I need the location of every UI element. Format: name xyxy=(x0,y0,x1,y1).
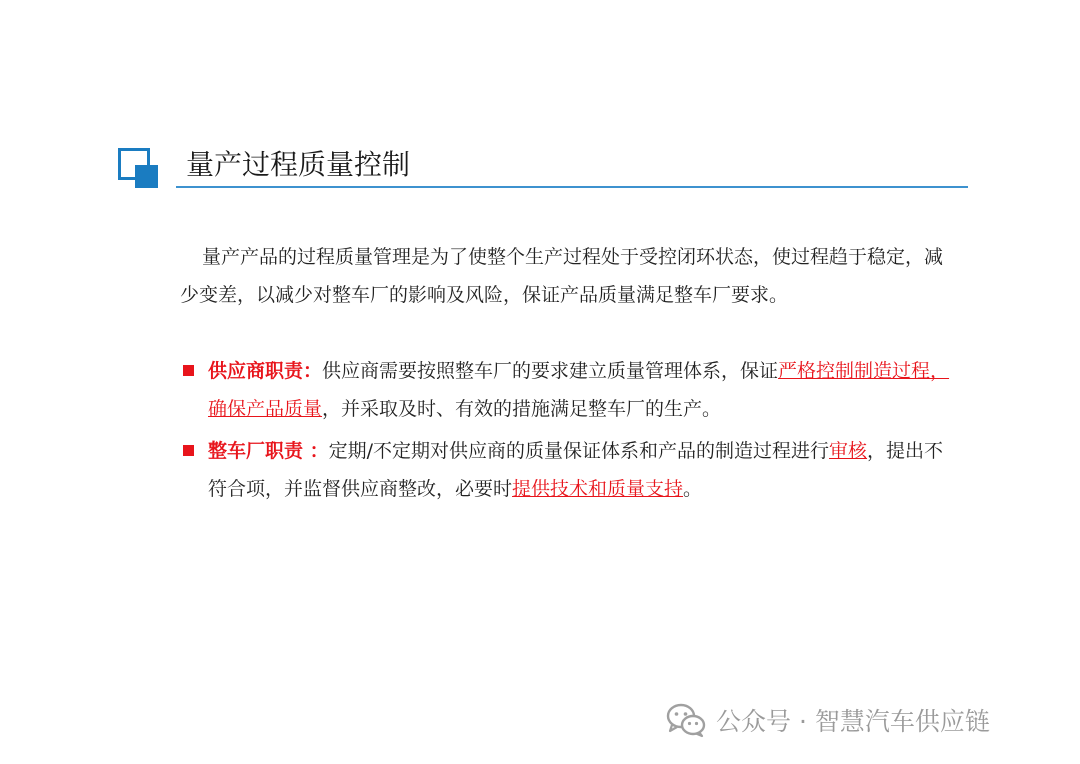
title-square-icon xyxy=(118,148,158,188)
slide-title: 量产过程质量控制 xyxy=(186,148,411,181)
bullet-label: 供应商职责： xyxy=(208,360,323,382)
bullet-highlight: 严格控制制造过程，确保产品质量 xyxy=(208,360,950,420)
watermark-text: 公众号 · 智慧汽车供应链 xyxy=(716,707,990,736)
bullet-content xyxy=(208,432,953,508)
bullet-highlight: 审核 xyxy=(829,440,868,462)
bullet-square-icon xyxy=(183,365,194,376)
title-underline xyxy=(176,186,968,188)
bullet-highlight: 提供技术和质量支持 xyxy=(512,478,684,500)
bullet-label: 整车厂职责 ： xyxy=(208,440,329,462)
intro-paragraph: 量产产品的过程质量管理是为了使整个生产过程处于受控闭环状态，使过程趋于稳定，减少变差，以减少对整车厂的影响及风险，保证产品质量满足整车厂要求。 xyxy=(180,246,944,306)
bullet-text: ，提出不符合项，并监督供应商整改，必要时 xyxy=(208,440,944,500)
watermark xyxy=(666,700,990,740)
bullet-text: 供应商需要按照整车厂的要求建立质量管理体系，保证 xyxy=(322,360,779,382)
bullet-square-icon xyxy=(183,445,194,456)
bullet-text: ，并采取及时、有效的措施满足整车厂的生产。 xyxy=(322,398,722,420)
bullet-text: 定期/不定期对供应商的质量保证体系和产品的制造过程进行 xyxy=(328,440,830,462)
wechat-icon xyxy=(666,702,706,738)
bullet-text: 。 xyxy=(683,478,703,500)
square-fill-shape xyxy=(135,165,158,188)
bullet-content xyxy=(208,352,953,428)
